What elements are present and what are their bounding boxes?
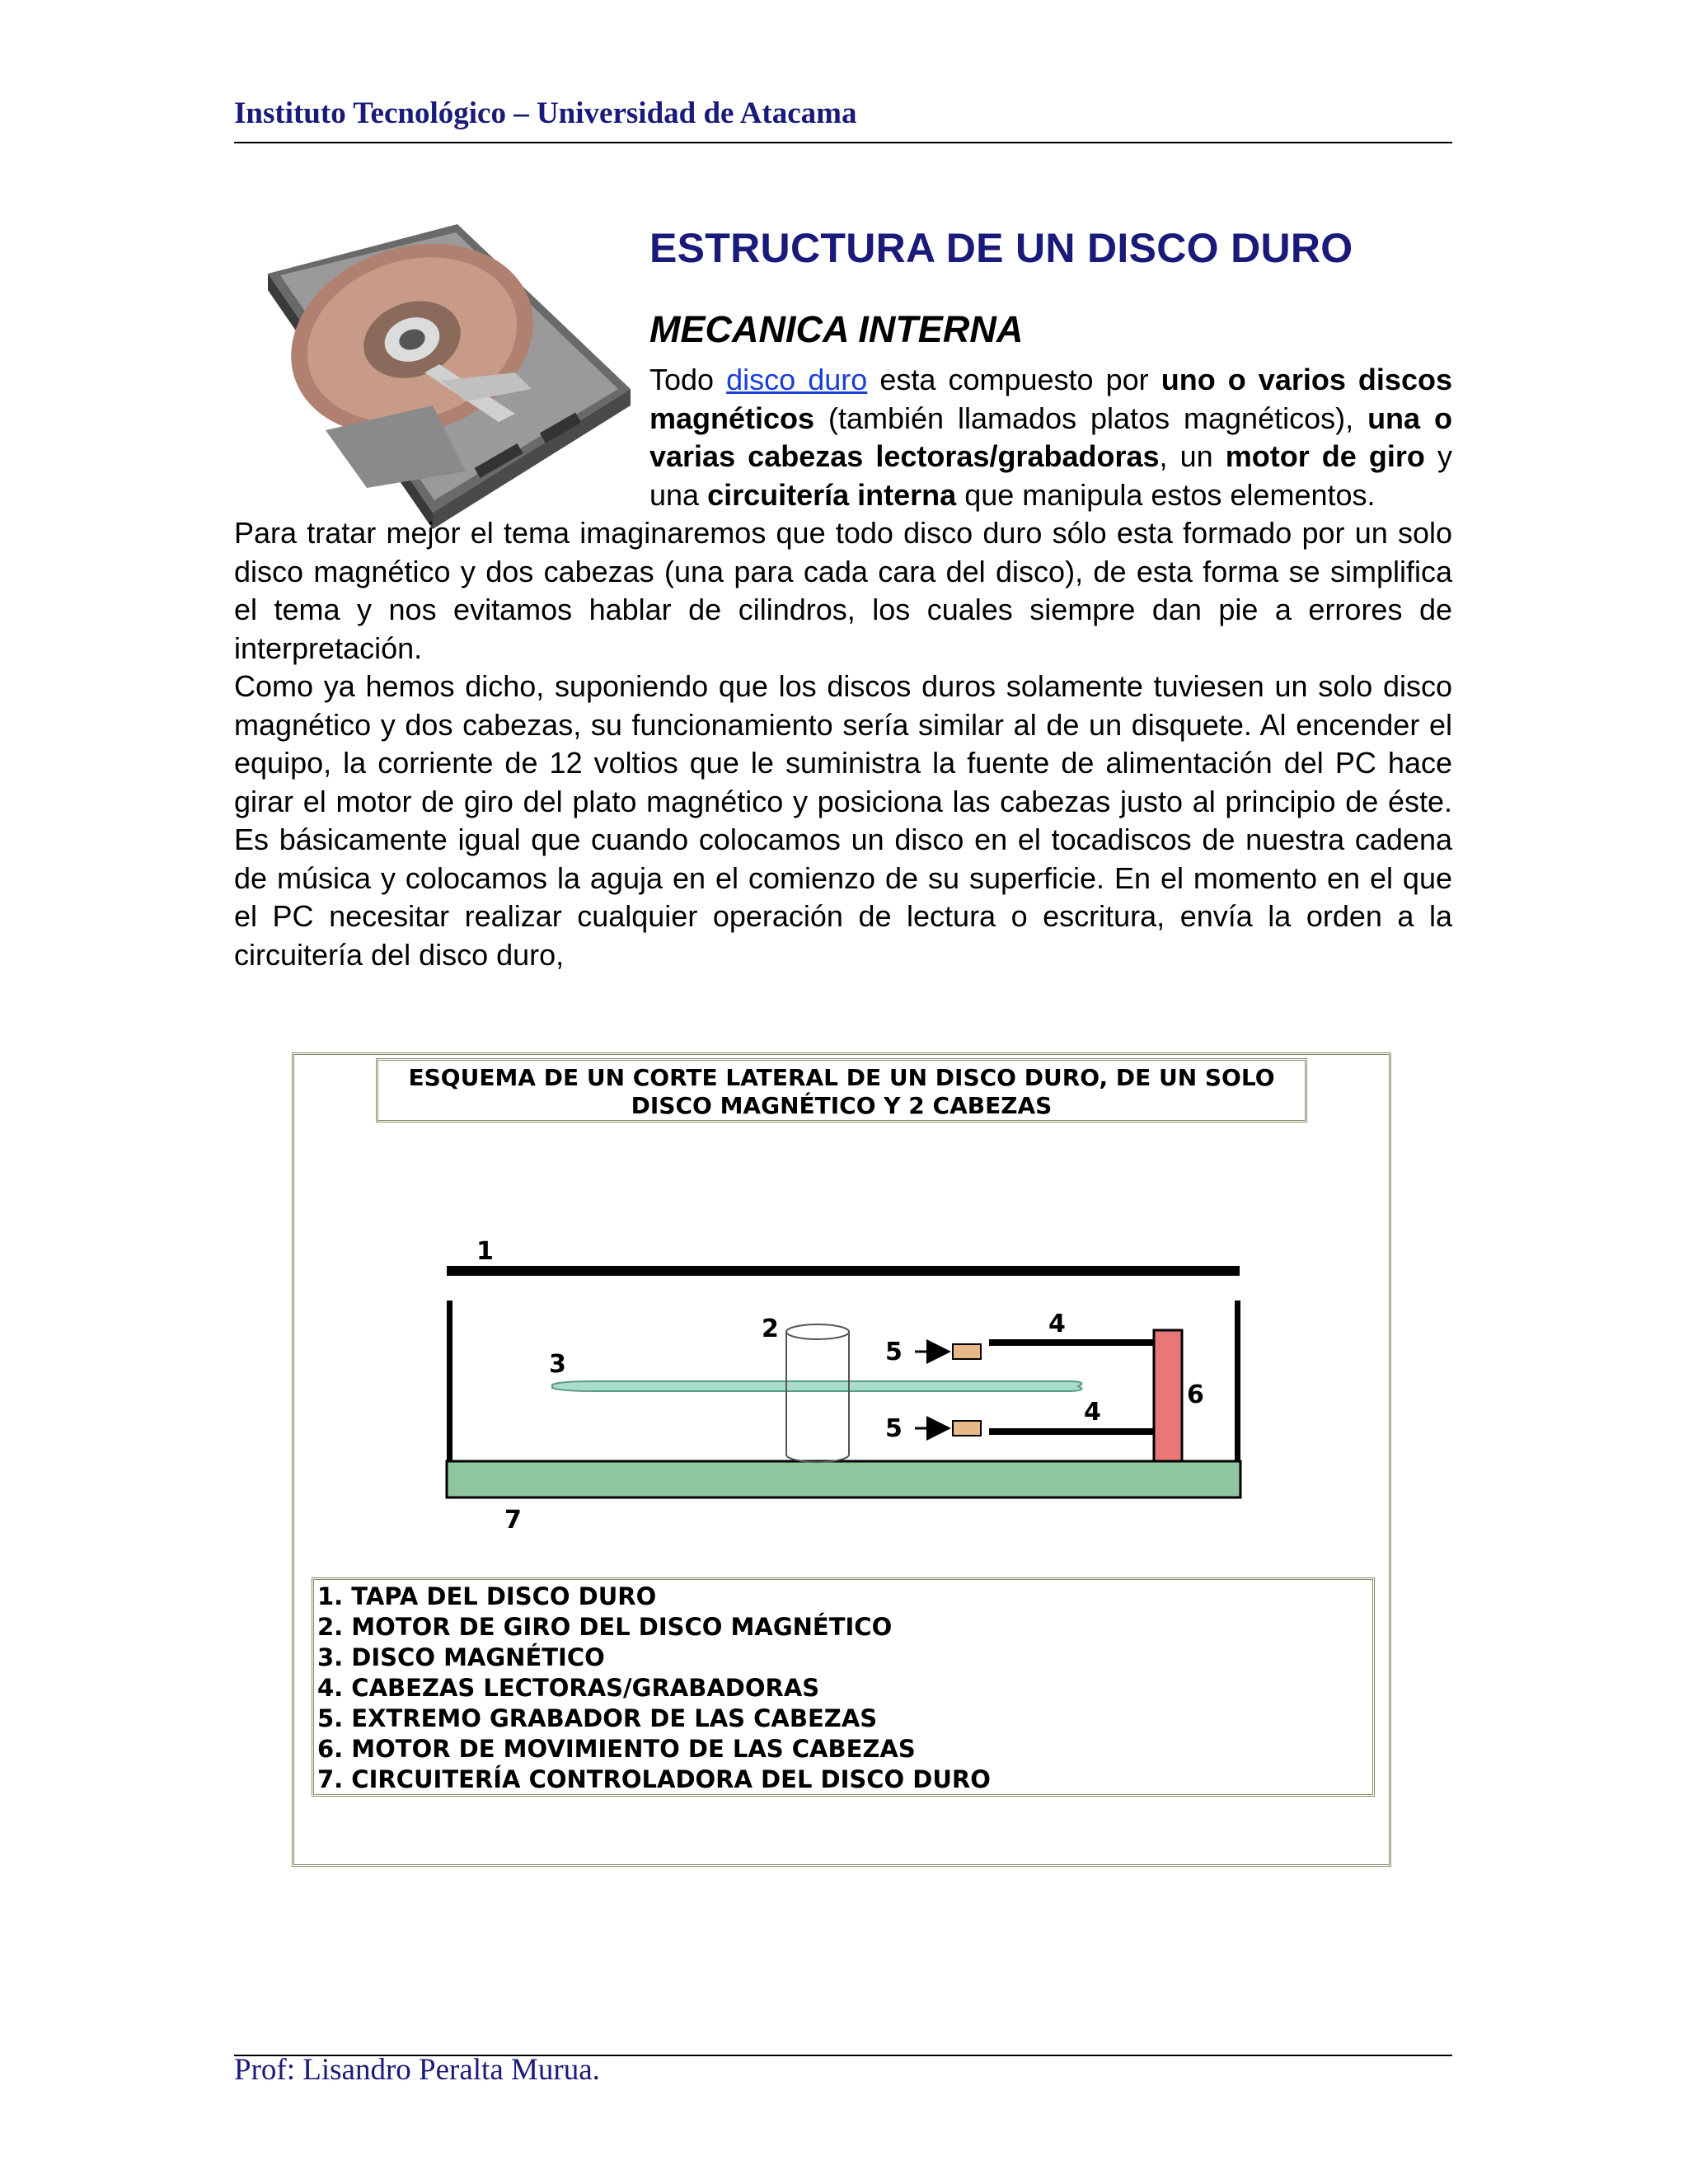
legend-item: 2. MOTOR DE GIRO DEL DISCO MAGNÉTICO xyxy=(317,1613,893,1641)
head-arm-bottom xyxy=(989,1428,1154,1435)
header-rule xyxy=(234,142,1452,143)
legend-item: 3. DISCO MAGNÉTICO xyxy=(317,1643,605,1671)
disco-duro-link[interactable]: disco duro xyxy=(726,363,868,396)
head-tip-top xyxy=(953,1344,981,1359)
label-1: 1 xyxy=(476,1237,494,1266)
body-text xyxy=(234,361,1452,974)
header-institution: Instituto Tecnológico – Universidad de Atacama xyxy=(234,96,857,130)
legend-item: 6. MOTOR DE MOVIMIENTO DE LAS CABEZAS xyxy=(317,1735,916,1763)
magnetic-disk xyxy=(552,1381,1082,1391)
head-arm-top xyxy=(989,1339,1154,1346)
head-tip-bottom xyxy=(953,1421,981,1436)
spindle-motor xyxy=(786,1324,849,1462)
disk-cover xyxy=(447,1266,1240,1276)
footer-author: Prof: Lisandro Peralta Murua. xyxy=(234,2053,600,2087)
disk-cross-section-diagram xyxy=(429,1220,1253,1533)
paragraph-2: Como ya hemos dicho, suponiendo que los discos duros solamente tuviesen un solo disco magnético y dos cabezas, su funcionamiento sería similar al de un disquete. Al encender el equipo, la corriente de 12 voltios que le suministra la fuente de alimentación del PC hace girar el motor de giro del plato magnético y posiciona las cabezas justo al principio de éste. Es básicamente igual que cuando colocamos un disco en el tocadiscos de nuestra cadena de música y colocamos la aguja en el comienzo de su superficie. En el momento en el que el PC necesitar realizar cualquier operación de lectura o escritura, envía la orden a la circuitería del disco duro, xyxy=(234,669,1452,972)
label-5-bottom: 5 xyxy=(885,1414,903,1443)
label-5-top: 5 xyxy=(885,1338,903,1366)
legend-item: 1. TAPA DEL DISCO DURO xyxy=(317,1582,657,1610)
figure-legend xyxy=(312,1577,1375,1797)
head-motor xyxy=(1154,1330,1182,1461)
controller-board xyxy=(447,1461,1240,1497)
enclosure-right-wall xyxy=(1235,1301,1240,1465)
page-title: ESTRUCTURA DE UN DISCO DURO xyxy=(649,225,1353,271)
label-7: 7 xyxy=(504,1506,522,1533)
label-6: 6 xyxy=(1187,1380,1204,1409)
figure-caption: ESQUEMA DE UN CORTE LATERAL DE UN DISCO DURO, DE UN SOLO DISCO MAGNÉTICO Y 2 CABEZAS xyxy=(376,1058,1307,1122)
enclosure-left-wall xyxy=(447,1301,452,1465)
paragraph-1: Para tratar mejor el tema imaginaremos que todo disco duro sólo esta formado por un solo disco magnético y dos cabezas (una para cada cara del disco), de esta forma se simplifica el tema y nos evitamos hablar de cilindros, los cuales siempre dan pie a errores de interpretación. xyxy=(234,516,1452,665)
label-4-top: 4 xyxy=(1048,1310,1066,1338)
label-4-bottom: 4 xyxy=(1084,1398,1101,1427)
label-3: 3 xyxy=(549,1350,566,1379)
intro-paragraph: Todo disco duro esta compuesto por uno o varios discos magnéticos (también llamados platos magnéticos), una o varias cabezas lectoras/grabadoras, un motor de giro y una circuitería interna que manipula estos elementos. xyxy=(649,363,1452,512)
legend-item: 7. CIRCUITERÍA CONTROLADORA DEL DISCO DURO xyxy=(317,1765,991,1793)
label-2: 2 xyxy=(762,1315,779,1343)
legend-item: 5. EXTREMO GRABADOR DE LAS CABEZAS xyxy=(317,1704,878,1732)
legend-item: 4. CABEZAS LECTORAS/GRABADORAS xyxy=(317,1674,820,1702)
section-title: MECANICA INTERNA xyxy=(649,308,1024,350)
